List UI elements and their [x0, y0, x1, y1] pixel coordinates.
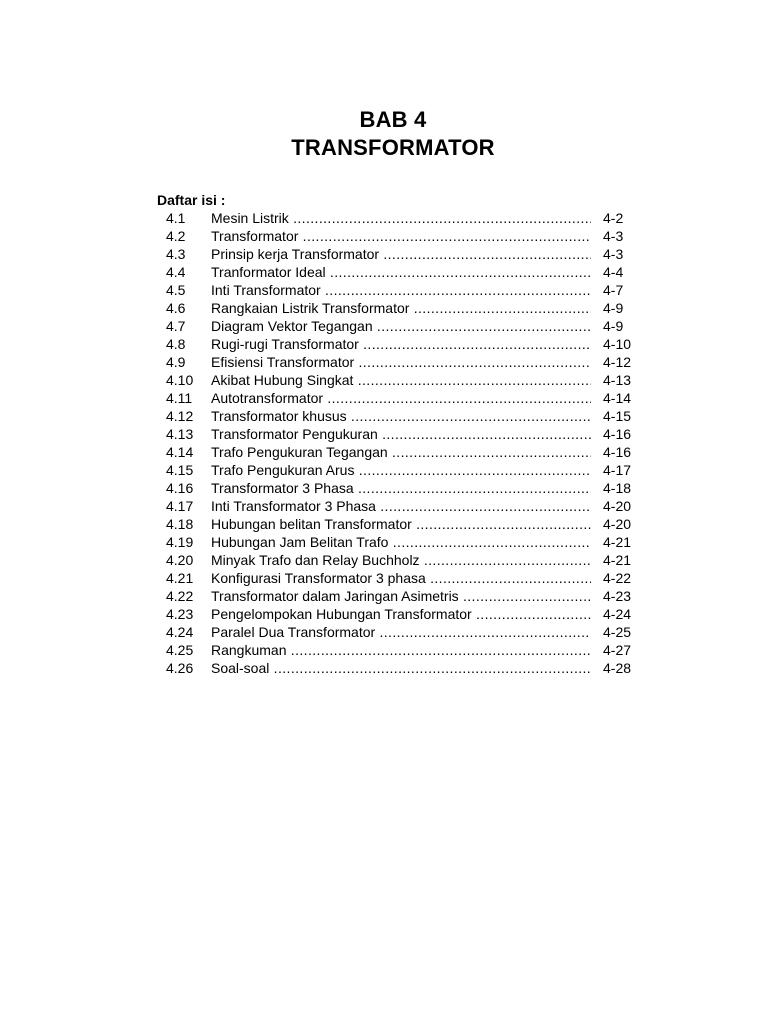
toc-row	[0, 623, 768, 641]
toc-section-number: 4.23	[166, 606, 194, 622]
toc-row	[0, 299, 768, 317]
chapter-title: TRANSFORMATOR	[291, 135, 495, 160]
toc-page-number: 4-13	[603, 372, 632, 388]
toc-section-number: 4.16	[166, 480, 194, 496]
toc-section-title: Transformator Pengukuran .....	[211, 425, 591, 443]
toc-row	[0, 497, 768, 515]
toc-page-number: 4-21	[603, 552, 632, 568]
toc-page-number: 4-25	[603, 624, 632, 640]
toc-section-title: Transformator dalam Jaringan Asimetris .....	[211, 587, 591, 605]
toc-section-number: 4.15	[166, 462, 194, 478]
toc-section-number: 4.3	[166, 246, 186, 262]
toc-section-title: Inti Transformator .....	[211, 281, 591, 299]
toc-page-number: 4-24	[603, 606, 632, 622]
toc-section-number: 4.24	[166, 624, 194, 640]
toc-section-title: Rugi-rugi Transformator .....	[211, 335, 591, 353]
toc-section-number: 4.9	[166, 354, 186, 370]
toc-row	[0, 245, 768, 263]
toc-section-number: 4.21	[166, 570, 194, 586]
toc-page-number: 4-28	[603, 660, 632, 676]
toc-page-number: 4-20	[603, 516, 632, 532]
toc-page-number: 4-9	[603, 300, 624, 316]
toc-row	[0, 569, 768, 587]
toc-section-number: 4.20	[166, 552, 194, 568]
toc-section-title: Minyak Trafo dan Relay Buchholz .....	[211, 551, 591, 569]
toc-row	[0, 407, 768, 425]
toc-heading: Daftar isi :	[157, 192, 226, 208]
toc-page-number: 4-20	[603, 498, 632, 514]
toc-row	[0, 533, 768, 551]
toc-page-number: 4-4	[603, 264, 624, 280]
toc-page-number: 4-3	[603, 228, 624, 244]
toc-section-number: 4.7	[166, 318, 186, 334]
toc-section-number: 4.22	[166, 588, 194, 604]
toc-section-number: 4.8	[166, 336, 186, 352]
toc-section-number: 4.4	[166, 264, 186, 280]
chapter-number: BAB 4	[359, 107, 427, 132]
toc-section-title: Soal-soal .....	[211, 659, 591, 677]
toc-section-number: 4.17	[166, 498, 194, 514]
toc-page-number: 4-17	[603, 462, 632, 478]
toc-row	[0, 641, 768, 659]
toc-row	[0, 425, 768, 443]
table-of-contents	[0, 209, 768, 677]
toc-row	[0, 353, 768, 371]
toc-page-number: 4-22	[603, 570, 632, 586]
toc-page-number: 4-27	[603, 642, 632, 658]
toc-page-number: 4-21	[603, 534, 632, 550]
toc-section-number: 4.1	[166, 210, 186, 226]
toc-row	[0, 587, 768, 605]
toc-section-title: Efisiensi Transformator .....	[211, 353, 591, 371]
toc-page-number: 4-14	[603, 390, 632, 406]
toc-page-number: 4-18	[603, 480, 632, 496]
toc-row	[0, 389, 768, 407]
toc-row	[0, 281, 768, 299]
toc-section-number: 4.19	[166, 534, 194, 550]
toc-page-number: 4-16	[603, 444, 632, 460]
toc-row	[0, 443, 768, 461]
toc-section-number: 4.25	[166, 642, 194, 658]
toc-section-title: Pengelompokan Hubungan Transformator .....	[211, 605, 591, 623]
toc-row	[0, 263, 768, 281]
toc-section-title: Transformator khusus .....	[211, 407, 591, 425]
toc-section-number: 4.6	[166, 300, 186, 316]
toc-row	[0, 479, 768, 497]
toc-section-title: Inti Transformator 3 Phasa .....	[211, 497, 591, 515]
toc-section-title: Transformator .....	[211, 227, 591, 245]
toc-row	[0, 605, 768, 623]
toc-row	[0, 659, 768, 677]
toc-row	[0, 209, 768, 227]
toc-section-title: Rangkaian Listrik Transformator .....	[211, 299, 591, 317]
chapter-title-block	[0, 106, 768, 162]
toc-section-title: Trafo Pengukuran Tegangan .....	[211, 443, 591, 461]
toc-section-title: Paralel Dua Transformator .....	[211, 623, 591, 641]
toc-section-title: Hubungan belitan Transformator .....	[211, 515, 591, 533]
toc-row	[0, 515, 768, 533]
toc-section-title: Transformator 3 Phasa .....	[211, 479, 591, 497]
toc-section-title: Konfigurasi Transformator 3 phasa .....	[211, 569, 591, 587]
toc-page-number: 4-2	[603, 210, 624, 226]
toc-section-number: 4.5	[166, 282, 186, 298]
toc-section-title: Trafo Pengukuran Arus .....	[211, 461, 591, 479]
toc-row	[0, 335, 768, 353]
toc-page-number: 4-15	[603, 408, 632, 424]
toc-section-number: 4.11	[166, 390, 193, 406]
toc-section-number: 4.10	[166, 372, 194, 388]
toc-page-number: 4-9	[603, 318, 624, 334]
toc-section-title: Mesin Listrik .....	[211, 209, 591, 227]
toc-section-title: Prinsip kerja Transformator .....	[211, 245, 591, 263]
toc-section-number: 4.12	[166, 408, 194, 424]
toc-section-title: Diagram Vektor Tegangan .....	[211, 317, 591, 335]
toc-page-number: 4-23	[603, 588, 632, 604]
toc-section-number: 4.14	[166, 444, 194, 460]
toc-section-title: Autotransformator .....	[211, 389, 591, 407]
toc-section-number: 4.13	[166, 426, 194, 442]
toc-row	[0, 317, 768, 335]
toc-section-title: Rangkuman .....	[211, 641, 591, 659]
toc-section-title: Hubungan Jam Belitan Trafo .....	[211, 533, 591, 551]
toc-section-title: Akibat Hubung Singkat .....	[211, 371, 591, 389]
toc-page-number: 4-3	[603, 246, 624, 262]
toc-row	[0, 227, 768, 245]
toc-section-number: 4.2	[166, 228, 186, 244]
toc-section-number: 4.26	[166, 660, 194, 676]
toc-row	[0, 461, 768, 479]
toc-page-number: 4-7	[603, 282, 624, 298]
toc-page-number: 4-12	[603, 354, 632, 370]
toc-section-title: Tranformator Ideal .....	[211, 263, 591, 281]
toc-row	[0, 551, 768, 569]
toc-row	[0, 371, 768, 389]
toc-section-number: 4.18	[166, 516, 194, 532]
toc-page-number: 4-10	[603, 336, 632, 352]
toc-page-number: 4-16	[603, 426, 632, 442]
